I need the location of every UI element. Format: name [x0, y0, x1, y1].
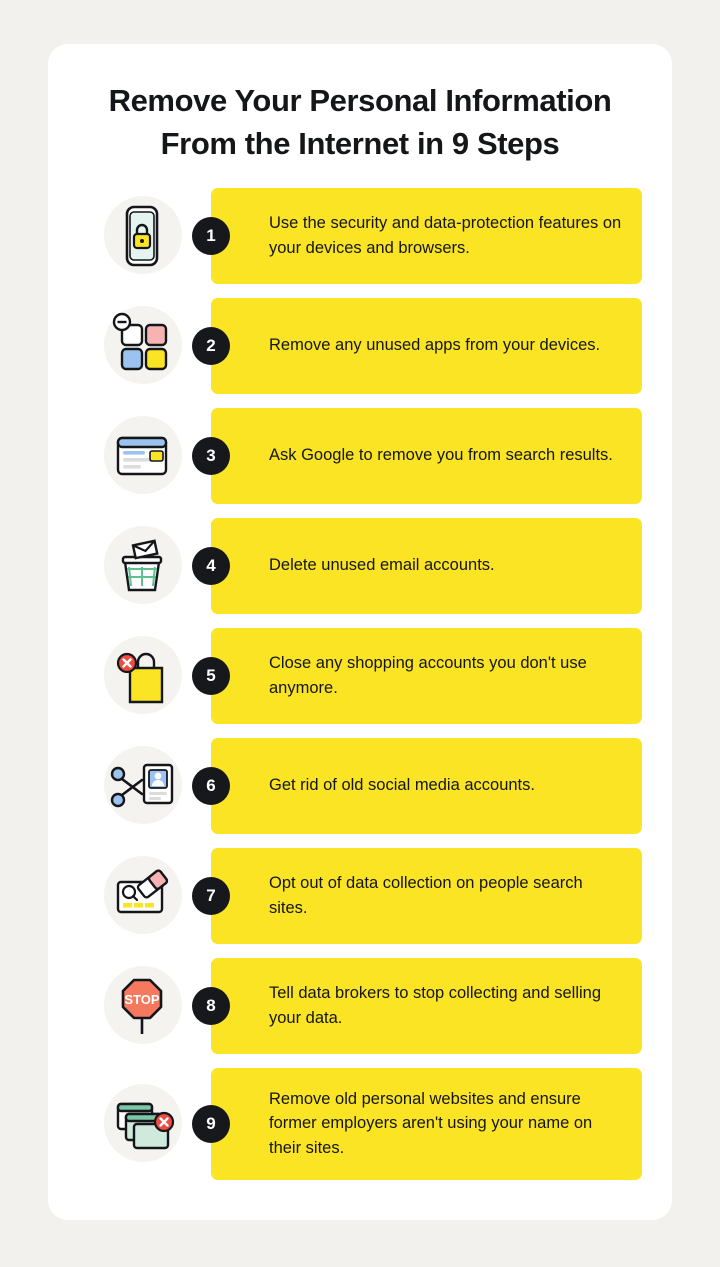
- eraser-search-record-icon: [96, 850, 188, 942]
- browser-windows-remove-icon: [96, 1078, 188, 1170]
- step-number-badge: 8: [192, 987, 230, 1025]
- browser-windows-remove-icon-art: [96, 1078, 188, 1170]
- page-title: [48, 44, 672, 166]
- step-text: Opt out of data collection on people search sites.: [269, 874, 583, 917]
- stop-sign-icon-art: [96, 960, 188, 1052]
- list-item: [96, 628, 642, 724]
- stop-sign-label: STOP: [124, 991, 160, 1007]
- step-bar: [211, 408, 642, 504]
- step-text: Close any shopping accounts you don't use anymore.: [269, 654, 587, 697]
- step-number-badge: 5: [192, 657, 230, 695]
- step-bar: [211, 628, 642, 724]
- step-number-badge: 6: [192, 767, 230, 805]
- scissors-profile-card-icon-art: [96, 740, 188, 832]
- search-results-page-icon-art: [96, 410, 188, 502]
- scissors-profile-card-icon: [96, 740, 188, 832]
- infographic-card: [48, 44, 672, 1220]
- shopping-bag-close-icon: [96, 630, 188, 722]
- trash-email-icon-art: [96, 520, 188, 612]
- step-bar: [211, 518, 642, 614]
- step-text: Get rid of old social media accounts.: [269, 776, 535, 795]
- step-text: Delete unused email accounts.: [269, 556, 495, 575]
- list-item: [96, 848, 642, 944]
- trash-email-icon: [96, 520, 188, 612]
- phone-lock-icon-art: [96, 190, 188, 282]
- step-text: Use the security and data-protection features on your devices and browsers.: [269, 214, 622, 257]
- step-text: Ask Google to remove you from search results.: [269, 446, 613, 465]
- step-bar: [211, 1068, 642, 1180]
- step-number-badge: 2: [192, 327, 230, 365]
- step-bar: [211, 848, 642, 944]
- step-text: Tell data brokers to stop collecting and selling your data.: [269, 984, 602, 1027]
- search-results-page-icon: [96, 410, 188, 502]
- page-title-line-2: From the Internet in 9 Steps: [160, 125, 560, 161]
- step-bar: [211, 738, 642, 834]
- step-bar: [211, 958, 642, 1054]
- step-number-badge: 1: [192, 217, 230, 255]
- list-item: [96, 408, 642, 504]
- list-item: [96, 518, 642, 614]
- shopping-bag-close-icon-art: [96, 630, 188, 722]
- step-number-badge: 3: [192, 437, 230, 475]
- steps-list: [48, 188, 672, 1180]
- stop-sign-icon: [96, 960, 188, 1052]
- step-bar: [211, 298, 642, 394]
- list-item: [96, 188, 642, 284]
- step-number-badge: 7: [192, 877, 230, 915]
- step-number-badge: 4: [192, 547, 230, 585]
- phone-lock-icon: [96, 190, 188, 282]
- eraser-search-record-icon-art: [96, 850, 188, 942]
- step-number-badge: 9: [192, 1105, 230, 1143]
- app-grid-remove-icon: [96, 300, 188, 392]
- step-bar: [211, 188, 642, 284]
- step-text: Remove any unused apps from your devices.: [269, 336, 601, 355]
- list-item: [96, 298, 642, 394]
- page-title-line-1: Remove Your Personal Information: [108, 83, 612, 118]
- app-grid-remove-icon-art: [96, 300, 188, 392]
- step-text: Remove old personal websites and ensure former employers aren't using your name on their sites.: [269, 1089, 593, 1157]
- list-item: [96, 738, 642, 834]
- list-item: [96, 958, 642, 1054]
- list-item: [96, 1068, 642, 1180]
